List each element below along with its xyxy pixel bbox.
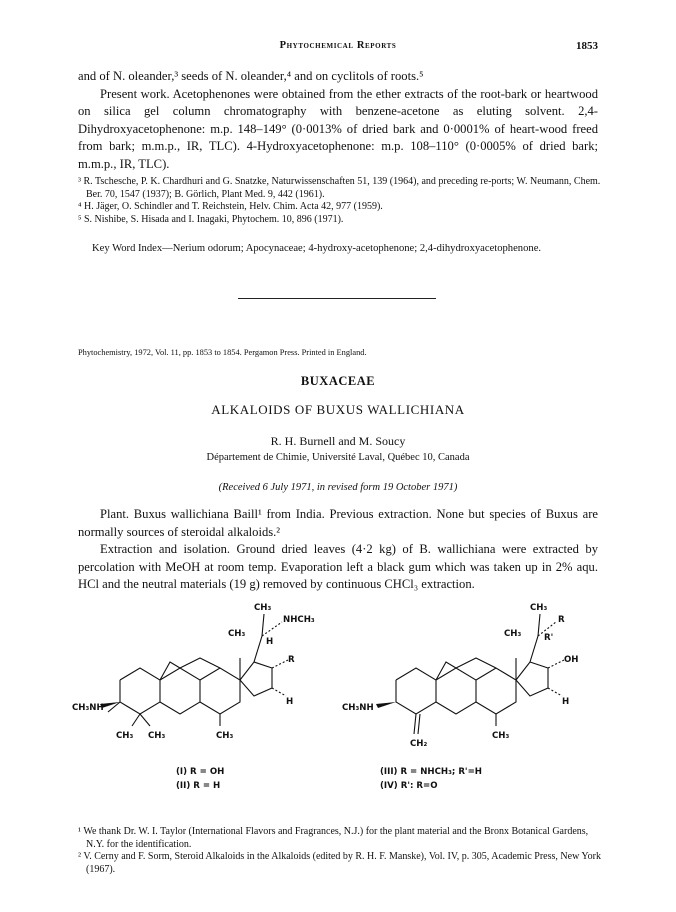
authors: R. H. Burnell and M. Soucy xyxy=(270,434,406,448)
footnotes-bottom xyxy=(78,826,603,876)
affiliation: Département de Chimie, Université Laval, Québec 10, Canada xyxy=(206,452,470,463)
running-title: Phytochemical Reports xyxy=(279,40,397,51)
top-text xyxy=(78,68,598,173)
structure-right xyxy=(396,614,564,734)
plant-paragraph: Plant. Buxus wallichiana Baill¹ from India. Previous extraction. None but species of Buxus are normally sources of steroidal alkaloids.² xyxy=(78,507,598,539)
label-ch3-top-left: CH₃ xyxy=(254,603,272,613)
key-word-index: Key Word Index—Nerium odorum; Apocynaceae; 4-hydroxy-acetophenone; 2,4-dihydroxyacetophenone. xyxy=(92,243,542,254)
label-ch3-mid-left: CH₃ xyxy=(228,629,246,639)
caption-compound-iv: (IV) R': R=O xyxy=(380,781,438,791)
label-h1-left: H xyxy=(266,637,274,647)
page-header xyxy=(78,40,598,54)
structure-left xyxy=(108,614,288,726)
present-work-paragraph: Present work. Acetophenones were obtained from the ether extracts of the root-bark or heartwood on silica gel column chromatography with benzene-acetone as eluting solvent. 2,4-Dihydroxyacetophenone: m.p. 148–149° (0·0013% of dried bark and 0·0001% of heart-wood freed from bark; m.m.p., IR, TLC). 4-Hydroxyacetophenone: m.p. 108–110° (0·0005% of dried bark; m.m.p., IR, TLC). xyxy=(78,86,598,171)
chemical-structures xyxy=(72,600,598,815)
label-oh-right: OH xyxy=(564,655,579,665)
footnote-1: ¹ We thank Dr. W. I. Taylor (International Flavors and Fragrances, N.J.) for the plant material and the Bronx Botanical Gardens, N.Y. for the identification. xyxy=(78,826,589,850)
caption-compound-i: (I) R = OH xyxy=(176,767,225,777)
label-ch3-bottom-left: CH₃ xyxy=(216,731,234,741)
footnotes-top xyxy=(78,176,603,226)
footnote-4: ⁴ H. Jäger, O. Schindler and T. Reichstein, Helv. Chim. Acta 42, 977 (1959). xyxy=(78,201,383,212)
label-r-left: R xyxy=(288,655,295,665)
label-r-right: R xyxy=(558,615,565,625)
section-title: BUXACEAE xyxy=(300,374,376,388)
label-ch3-bottom-right: CH₃ xyxy=(492,731,510,741)
received-date: (Received 6 July 1971, in revised form 19 October 1971) xyxy=(218,482,458,493)
label-ch3-b-left: CH₃ xyxy=(148,731,166,741)
journal-line: Phytochemistry, 1972, Vol. 11, pp. 1853 to 1854. Pergamon Press. Printed in England. xyxy=(78,348,367,357)
label-nhch3-left: NHCH₃ xyxy=(283,615,315,625)
section-divider xyxy=(238,298,436,299)
continuation-line: and of N. oleander,³ seeds of N. oleander,⁴ and on cyclitols of roots.⁵ xyxy=(78,69,424,83)
extraction-paragraph: Extraction and isolation. Ground dried leaves (4·2 kg) of B. wallichiana were extracted by percolation with MeOH at room temp. Evaporation left a black gum which was taken up in 2% aqu. HCl and the neutral materials (19 g) removed by continuous CHCl₃ extraction. xyxy=(78,542,598,591)
label-ch3nh-left: CH₃NH xyxy=(72,703,104,713)
article-title: ALKALOIDS OF BUXUS WALLICHIANA xyxy=(211,402,465,417)
footnote-3: ³ R. Tschesche, P. K. Chardhuri and G. Snatzke, Naturwissenschaften 51, 139 (1964), and preceding re-ports; W. Neumann, Chem. Ber. 70, 1547 (1937); B. Görlich, Plant Med. 9, 442 (1961). xyxy=(78,176,601,200)
footnote-2: ² V. Cerny and F. Sorm, Steroid Alkaloids in the Alkaloids (edited by R. H. F. Manske), Vol. IV, p. 305, Academic Press, New York (1967). xyxy=(78,851,601,875)
label-ch3nh-right: CH₃NH xyxy=(342,703,374,713)
label-rprime-right: R' xyxy=(544,633,554,643)
label-ch3-top-right: CH₃ xyxy=(530,603,548,613)
caption-compound-ii: (II) R = H xyxy=(176,781,221,791)
wedge-bond-right xyxy=(376,702,396,708)
label-ch3-mid-right: CH₃ xyxy=(504,629,522,639)
page-number: 1853 xyxy=(576,40,598,52)
label-ch2-right: CH₂ xyxy=(410,739,428,749)
label-h2-left: H xyxy=(286,697,294,707)
caption-compound-iii: (III) R = NHCH₃; R'=H xyxy=(380,767,482,777)
body-text xyxy=(78,506,598,594)
label-h-right: H xyxy=(562,697,570,707)
footnote-5: ⁵ S. Nishibe, S. Hisada and I. Inagaki, Phytochem. 10, 896 (1971). xyxy=(78,213,344,225)
label-ch3-a-left: CH₃ xyxy=(116,731,134,741)
